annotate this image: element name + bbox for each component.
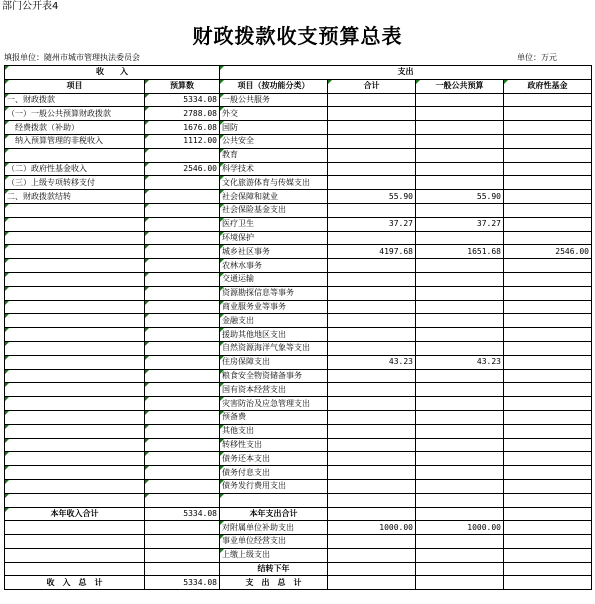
expense-item: 金融支出: [220, 314, 328, 328]
expense-item: 科学技术: [220, 162, 328, 176]
expense-item: 一般公共服务: [220, 93, 328, 107]
empty-cell: [416, 562, 504, 576]
empty-cell: [5, 521, 145, 535]
expense-gov-fund: [504, 479, 592, 493]
expense-gov-fund: [504, 397, 592, 411]
expense-total: [328, 121, 416, 135]
expense-general: 55.90: [416, 190, 504, 204]
expense-gov-fund: [504, 148, 592, 162]
expense-gov-fund: 2546.00: [504, 245, 592, 259]
income-item: [5, 203, 145, 217]
empty-cell: [5, 535, 145, 549]
income-item: 一、财政拨款: [5, 93, 145, 107]
income-budget: [145, 341, 220, 355]
expense-total: 4197.68: [328, 245, 416, 259]
expense-total: [328, 107, 416, 121]
expense-general: [416, 424, 504, 438]
expense-item: 环境保护: [220, 231, 328, 245]
expense-item: 粮食安全物资储备事务: [220, 369, 328, 383]
expense-general: [416, 203, 504, 217]
expense-gov-fund: [504, 259, 592, 273]
expense-gov-fund: [504, 107, 592, 121]
income-item: [5, 410, 145, 424]
income-total-label: 本年收入合计: [5, 507, 145, 521]
income-item: 纳入预算管理的非税收入: [5, 134, 145, 148]
table-row: [5, 355, 592, 369]
currency-unit: 单位：万元: [517, 53, 557, 62]
expense-general: [416, 162, 504, 176]
expense-gov-fund: [504, 328, 592, 342]
income-budget: [145, 369, 220, 383]
budget-summary-table: [4, 65, 592, 590]
expense-total: [328, 231, 416, 245]
expense-total: [328, 493, 416, 507]
carryover-row: [5, 562, 592, 576]
table-row: [5, 397, 592, 411]
table-row: [5, 479, 592, 493]
table-row: [5, 424, 592, 438]
expense-general: [416, 341, 504, 355]
income-item: [5, 328, 145, 342]
income-item: [5, 341, 145, 355]
income-budget: [145, 259, 220, 273]
income-budget: [145, 438, 220, 452]
empty-cell: [504, 507, 592, 521]
expense-general: [416, 438, 504, 452]
expense-total: 43.23: [328, 355, 416, 369]
income-budget: 1676.08: [145, 121, 220, 135]
income-item: [5, 314, 145, 328]
expense-gov-fund: [504, 369, 592, 383]
income-item: [5, 217, 145, 231]
expense-gov-fund: [504, 452, 592, 466]
income-item: [5, 424, 145, 438]
income-item: [5, 272, 145, 286]
table-row: [5, 259, 592, 273]
expense-gov-fund: [504, 217, 592, 231]
income-budget: 1112.00: [145, 134, 220, 148]
expense-general: [416, 314, 504, 328]
empty-cell: [145, 521, 220, 535]
table-row: [5, 121, 592, 135]
expense-gov-fund: [504, 410, 592, 424]
income-item: [5, 493, 145, 507]
expense-general: [416, 548, 504, 562]
income-item: [5, 479, 145, 493]
expense-total: [328, 272, 416, 286]
expense-total: [328, 452, 416, 466]
table-row: [5, 466, 592, 480]
expense-general: [416, 176, 504, 190]
expense-item: 公共安全: [220, 134, 328, 148]
empty-cell: [416, 507, 504, 521]
income-budget: [145, 328, 220, 342]
expense-total: 1000.00: [328, 521, 416, 535]
table-row: [5, 452, 592, 466]
expense-general: [416, 272, 504, 286]
expense-gov-fund: [504, 548, 592, 562]
income-budget: [145, 176, 220, 190]
expense-item: 资源勘探信息等事务: [220, 286, 328, 300]
expense-item: 事业单位经营支出: [220, 535, 328, 549]
empty-cell: [5, 548, 145, 562]
col-header-gov-fund: 政府性基金: [504, 79, 592, 93]
income-item: [5, 369, 145, 383]
expense-general: [416, 107, 504, 121]
expense-gov-fund: [504, 162, 592, 176]
expense-item: 农林水事务: [220, 259, 328, 273]
table-row: [5, 341, 592, 355]
expense-general: 37.27: [416, 217, 504, 231]
expense-item: 社会保障和就业: [220, 190, 328, 204]
table-row: [5, 272, 592, 286]
income-total-value: 5334.08: [145, 507, 220, 521]
expense-general: [416, 300, 504, 314]
expense-item: 转移性支出: [220, 438, 328, 452]
expense-total: [328, 341, 416, 355]
expense-gov-fund: [504, 493, 592, 507]
expense-general: [416, 479, 504, 493]
income-budget: [145, 245, 220, 259]
expense-general: 1000.00: [416, 521, 504, 535]
income-item: （一）一般公共预算财政拨款: [5, 107, 145, 121]
table-row: [5, 162, 592, 176]
expense-general: [416, 397, 504, 411]
expense-gov-fund: [504, 203, 592, 217]
expense-total: [328, 535, 416, 549]
expense-total: [328, 314, 416, 328]
expense-total: [328, 134, 416, 148]
expense-total: [328, 300, 416, 314]
grand-income-label: 收 入 总 计: [5, 576, 145, 590]
expense-group-header: 支出: [220, 66, 592, 80]
income-item: [5, 286, 145, 300]
reporting-unit: 填报单位：随州市城市管理执法委员会: [4, 53, 140, 62]
empty-cell: [328, 507, 416, 521]
empty-cell: [504, 576, 592, 590]
income-item: （二）政府性基金收入: [5, 162, 145, 176]
expense-total: [328, 383, 416, 397]
expense-item: 国有资本经营支出: [220, 383, 328, 397]
table-row: [5, 493, 592, 507]
expense-general: [416, 148, 504, 162]
expense-item: 国防: [220, 121, 328, 135]
table-row: [5, 203, 592, 217]
expense-total: [328, 203, 416, 217]
expense-general: [416, 286, 504, 300]
grand-expense-label: 支 出 总 计: [220, 576, 328, 590]
empty-cell: [504, 562, 592, 576]
page-title: 财政拨款收支预算总表: [192, 24, 403, 48]
table-row: [5, 93, 592, 107]
expense-gov-fund: [504, 121, 592, 135]
expense-item: 其他支出: [220, 424, 328, 438]
expense-total: [328, 466, 416, 480]
col-header-budget: 预算数: [145, 79, 220, 93]
expense-item: 债务付息支出: [220, 466, 328, 480]
income-item: [5, 397, 145, 411]
expense-gov-fund: [504, 383, 592, 397]
expense-total: [328, 397, 416, 411]
empty-cell: [145, 562, 220, 576]
expense-item: 自然资源海洋气象等支出: [220, 341, 328, 355]
income-budget: [145, 203, 220, 217]
expense-total: [328, 548, 416, 562]
group-header-row: [5, 66, 592, 80]
expense-item: 城乡社区事务: [220, 245, 328, 259]
column-header-row: [5, 79, 592, 93]
income-budget: [145, 272, 220, 286]
expense-total-label: 本年支出合计: [220, 507, 328, 521]
table-row: [5, 245, 592, 259]
table-row: [5, 176, 592, 190]
income-budget: [145, 383, 220, 397]
table-row: [5, 410, 592, 424]
grand-total-row: [5, 576, 592, 590]
empty-cell: [5, 562, 145, 576]
table-number-label: 部门公开表4: [2, 1, 59, 12]
income-budget: [145, 452, 220, 466]
table-row: [5, 148, 592, 162]
expense-general: [416, 383, 504, 397]
income-budget: [145, 410, 220, 424]
expense-gov-fund: [504, 535, 592, 549]
table-row: [5, 107, 592, 121]
expense-total: 55.90: [328, 190, 416, 204]
col-header-general: 一般公共预算: [416, 79, 504, 93]
table-row: [5, 328, 592, 342]
empty-cell: [328, 576, 416, 590]
expense-item: 债务发行费用支出: [220, 479, 328, 493]
expense-general: [416, 93, 504, 107]
expense-total: 37.27: [328, 217, 416, 231]
expense-general: [416, 410, 504, 424]
expense-item: 援助其他地区支出: [220, 328, 328, 342]
expense-gov-fund: [504, 93, 592, 107]
income-budget: 5334.08: [145, 93, 220, 107]
expense-total: [328, 93, 416, 107]
expense-item: 债务还本支出: [220, 452, 328, 466]
expense-gov-fund: [504, 231, 592, 245]
expense-item: 社会保险基金支出: [220, 203, 328, 217]
expense-general: [416, 328, 504, 342]
income-budget: [145, 466, 220, 480]
table-row: [5, 548, 592, 562]
expense-item: 上缴上级支出: [220, 548, 328, 562]
expense-gov-fund: [504, 341, 592, 355]
income-item: [5, 300, 145, 314]
income-item: [5, 466, 145, 480]
col-header-item: 项目: [5, 79, 145, 93]
table-row: [5, 190, 592, 204]
expense-item: 医疗卫生: [220, 217, 328, 231]
expense-total: [328, 369, 416, 383]
table-row: [5, 535, 592, 549]
expense-total: [328, 438, 416, 452]
table-row: [5, 438, 592, 452]
expense-item: [220, 493, 328, 507]
income-budget: [145, 397, 220, 411]
expense-gov-fund: [504, 286, 592, 300]
table-row: [5, 300, 592, 314]
expense-gov-fund: [504, 176, 592, 190]
expense-general: [416, 134, 504, 148]
expense-general: [416, 452, 504, 466]
income-item: [5, 231, 145, 245]
expense-total: [328, 148, 416, 162]
expense-item: 商业服务业等事务: [220, 300, 328, 314]
expense-item: 预备费: [220, 410, 328, 424]
expense-item: 对附属单位补助支出: [220, 521, 328, 535]
expense-general: [416, 259, 504, 273]
income-budget: [145, 286, 220, 300]
income-item: [5, 245, 145, 259]
income-item: （三）上级专项转移支付: [5, 176, 145, 190]
income-item: [5, 438, 145, 452]
income-item: 经费拨款（补助）: [5, 121, 145, 135]
expense-item: 交通运输: [220, 272, 328, 286]
expense-total: [328, 259, 416, 273]
grand-income-value: 5334.08: [145, 576, 220, 590]
expense-general: 1651.68: [416, 245, 504, 259]
expense-total: [328, 424, 416, 438]
expense-total: [328, 162, 416, 176]
expense-gov-fund: [504, 272, 592, 286]
income-budget: [145, 479, 220, 493]
income-budget: [145, 217, 220, 231]
income-item: [5, 259, 145, 273]
income-item: [5, 452, 145, 466]
expense-item: 灾害防治及应急管理支出: [220, 397, 328, 411]
expense-item: 文化旅游体育与传媒支出: [220, 176, 328, 190]
table-row: [5, 134, 592, 148]
expense-total: [328, 286, 416, 300]
expense-gov-fund: [504, 466, 592, 480]
income-budget: 2546.00: [145, 162, 220, 176]
empty-cell: [145, 535, 220, 549]
income-budget: [145, 424, 220, 438]
expense-general: [416, 369, 504, 383]
expense-general: [416, 466, 504, 480]
table-row: [5, 314, 592, 328]
income-item: 二、财政拨款结转: [5, 190, 145, 204]
expense-general: [416, 535, 504, 549]
expense-general: [416, 121, 504, 135]
table-row: [5, 286, 592, 300]
year-total-row: [5, 507, 592, 521]
expense-gov-fund: [504, 355, 592, 369]
expense-gov-fund: [504, 424, 592, 438]
empty-cell: [145, 548, 220, 562]
expense-gov-fund: [504, 521, 592, 535]
income-group-header: 收 入: [5, 66, 220, 80]
empty-cell: [328, 562, 416, 576]
table-row: [5, 217, 592, 231]
expense-gov-fund: [504, 190, 592, 204]
income-budget: 2788.08: [145, 107, 220, 121]
col-header-func-item: 项目（按功能分类）: [220, 79, 328, 93]
income-budget: [145, 148, 220, 162]
income-item: [5, 355, 145, 369]
expense-gov-fund: [504, 314, 592, 328]
expense-item: 住房保障支出: [220, 355, 328, 369]
expense-general: 43.23: [416, 355, 504, 369]
carryover-label: 结转下年: [220, 562, 328, 576]
table-row: [5, 231, 592, 245]
expense-total: [328, 410, 416, 424]
expense-general: [416, 493, 504, 507]
income-budget: [145, 231, 220, 245]
table-row: [5, 521, 592, 535]
expense-item: 教育: [220, 148, 328, 162]
expense-item: 外交: [220, 107, 328, 121]
income-item: [5, 148, 145, 162]
expense-gov-fund: [504, 134, 592, 148]
col-header-total: 合计: [328, 79, 416, 93]
expense-total: [328, 479, 416, 493]
expense-total: [328, 328, 416, 342]
table-row: [5, 369, 592, 383]
income-budget: [145, 314, 220, 328]
income-budget: [145, 493, 220, 507]
income-item: [5, 383, 145, 397]
income-budget: [145, 300, 220, 314]
expense-general: [416, 231, 504, 245]
income-budget: [145, 190, 220, 204]
table-row: [5, 383, 592, 397]
income-budget: [145, 355, 220, 369]
expense-total: [328, 176, 416, 190]
expense-gov-fund: [504, 438, 592, 452]
expense-gov-fund: [504, 300, 592, 314]
empty-cell: [416, 576, 504, 590]
